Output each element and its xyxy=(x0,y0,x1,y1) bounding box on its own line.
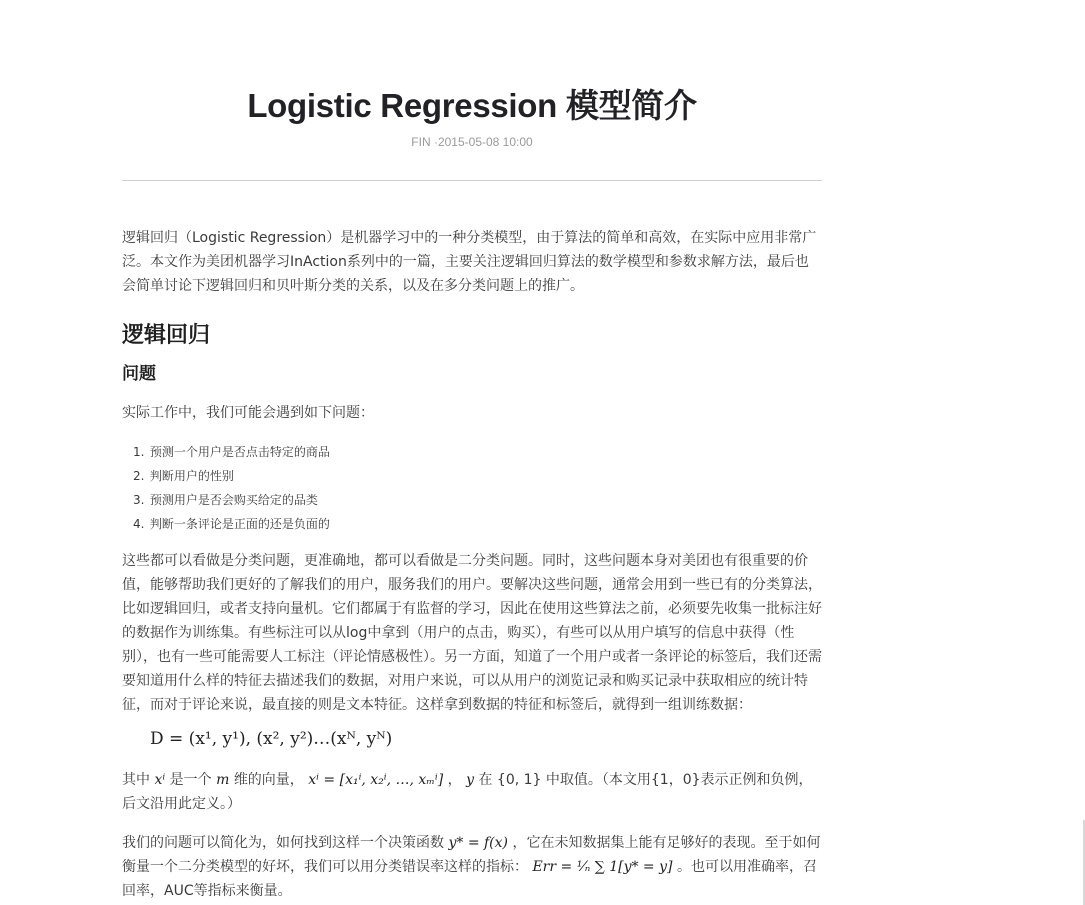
post-meta: FIN ·2015-05-08 10:00 xyxy=(411,135,533,149)
list-item: 1. 预测一个用户是否点击特定的商品 xyxy=(133,445,330,459)
math-y: y xyxy=(466,772,475,788)
lead-paragraph: 实际工作中，我们可能会遇到如下问题： xyxy=(122,405,374,421)
list-item: 4. 判断一条评论是正面的还是负面的 xyxy=(133,517,330,531)
body-paragraph: 这些都可以看做是分类问题，更准确地，都可以看做是二分类问题。同时，这些问题本身对美团也有很重要的价值，能够帮助我们更好的了解我们的用户，服务我们的用户。要解决这些问题，通常会用到一些已有的分类算法，比如逻辑回归，或者支持向量机。它们都属于有监督的学习，因此在使用这些算法之前，必须要先收集一批标注好的数据作为训练集。有些标注可以从log中拿到（用户的点击，购买），有些可以从用户填写的信息中获得（性别），也有一些可能需要人工标注（评论情感极性）。另一方面，知道了一个用户或者一条评论的标签后，我们还需要知道用什么样的特征去描述我们的数据，对用户来说，可以从用户的浏览记录和购买记录中获取相应的统计特征，而对于评论来说，最直接的则是文本特征。这样拿到数据的特征和标签后，就得到一组训练数据： xyxy=(122,553,822,713)
objective-paragraph: 我们的问题可以简化为，如何找到这样一个决策函数 y* = f(x) ，它在未知数据集上能有足够好的表现。至于如何衡量一个二分类模型的好坏，我们可以用分类错误率这样的指标： Err = ¹⁄ₙ ∑ 1[y* = y] 。也可以用准确率，召回率，AUC等指标来衡量。 xyxy=(122,835,821,899)
math-vector: xⁱ = [x₁ⁱ, x₂ⁱ, …, xₘⁱ] xyxy=(308,772,444,788)
math-decision-function: y* = f(x) xyxy=(448,835,508,851)
page-title: Logistic Regression 模型简介 xyxy=(247,87,697,124)
definition-paragraph: 其中 xⁱ 是一个 m 维的向量， xⁱ = [x₁ⁱ, x₂ⁱ, …, xₘⁱ] ， y 在 {0, 1} 中取值。（本文用{1，0}表示正例和负例，后文沿用此定义。） xyxy=(122,772,813,812)
intro-paragraph: 逻辑回归（Logistic Regression）是机器学习中的一种分类模型，由于算法的简单和高效，在实际中应用非常广泛。本文作为美团机器学习InAction系列中的一篇，主要关注逻辑回归算法的数学模型和参数求解方法，最后也会简单讨论下逻辑回归和贝叶斯分类的关系，以及在多分类问题上的推广。 xyxy=(122,230,817,294)
math-m: m xyxy=(216,772,230,788)
list-item: 3. 预测用户是否会购买给定的品类 xyxy=(133,493,318,507)
problem-list xyxy=(122,440,330,536)
list-item: 2. 判断用户的性别 xyxy=(133,469,234,483)
section-heading: 逻辑回归 xyxy=(122,323,211,348)
math-xi: xⁱ xyxy=(154,772,166,788)
divider xyxy=(122,180,822,181)
math-error-rate: Err = ¹⁄ₙ ∑ 1[y* = y] xyxy=(532,859,673,875)
subsection-heading: 问题 xyxy=(122,364,156,384)
training-data-formula: D = (x¹, y¹), (x², y²)…(xᴺ, yᴺ) xyxy=(150,729,393,749)
